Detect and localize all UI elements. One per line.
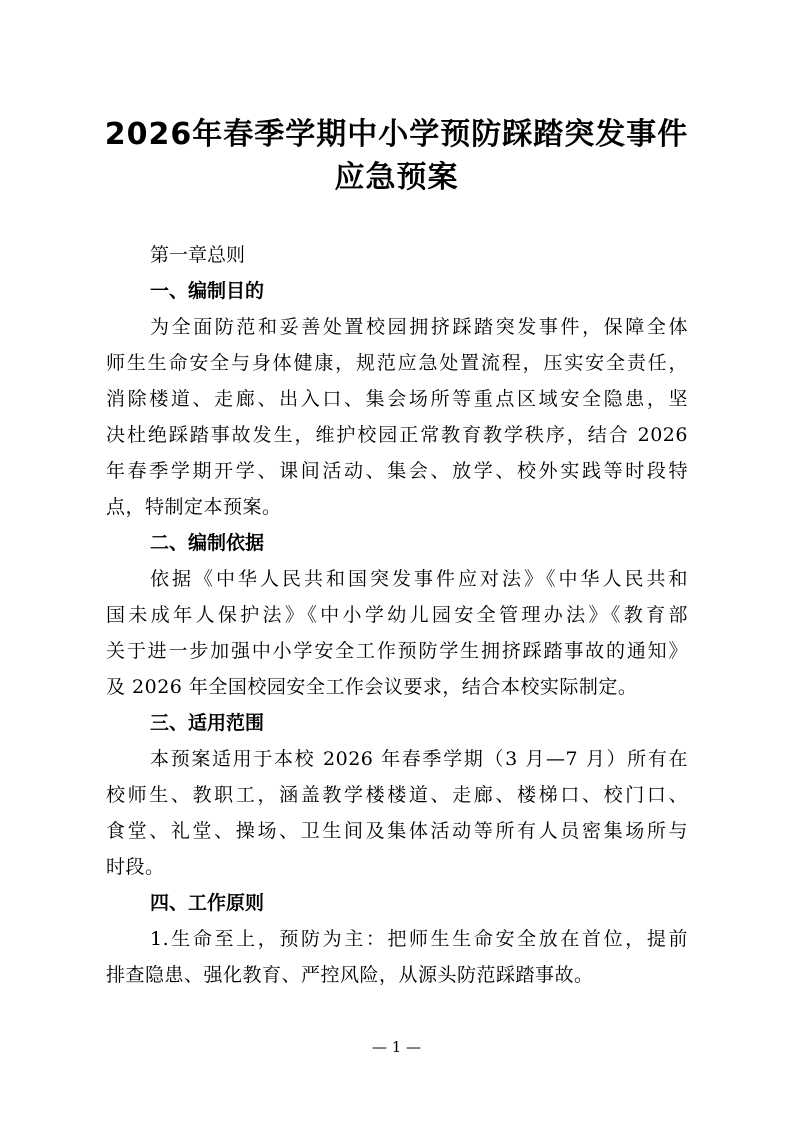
section-heading-principles: 四、工作原则 [150, 892, 265, 914]
chapter-heading: 第一章总则 [150, 244, 246, 266]
paragraph-line: 排查隐患、强化教育、严控风险，从源头防范踩踏事故。 [106, 964, 594, 986]
paragraph-line: 1.生命至上，预防为主：把师生生命安全放在首位，提前 [150, 928, 688, 950]
document-body [106, 237, 688, 993]
paragraph-line: 年春季学期开学、课间活动、集会、放学、校外实践等时段特 [106, 460, 688, 482]
paragraph-line: 国未成年人保护法》《中小学幼儿园安全管理办法》《教育部 [106, 604, 688, 626]
page-number: — 1 — [371, 1038, 422, 1056]
paragraph-line: 师生生命安全与身体健康，规范应急处置流程，压实安全责任， [106, 352, 688, 374]
paragraph-line: 校师生、教职工，涵盖教学楼楼道、走廊、楼梯口、校门口、 [106, 784, 688, 806]
paragraph-line: 食堂、礼堂、操场、卫生间及集体活动等所有人员密集场所与 [106, 820, 688, 842]
paragraph-line: 点，特制定本预案。 [106, 496, 282, 518]
paragraph-line: 及 2026 年全国校园安全工作会议要求，结合本校实际制定。 [106, 676, 638, 698]
section-paragraph-purpose [106, 309, 688, 525]
paragraph-line: 依据《中华人民共和国突发事件应对法》《中华人民共和 [150, 568, 688, 590]
section-paragraph-scope [106, 741, 688, 885]
document-title-line-2: 应急预案 [334, 160, 459, 195]
section-heading-purpose: 一、编制目的 [150, 280, 265, 302]
section-heading-scope: 三、适用范围 [150, 712, 265, 734]
paragraph-line: 为全面防范和妥善处置校园拥挤踩踏突发事件，保障全体 [150, 316, 688, 338]
document-title-line-1: 2026年春季学期中小学预防踩踏突发事件 [104, 117, 689, 152]
paragraph-line: 消除楼道、走廊、出入口、集会场所等重点区域安全隐患，坚 [106, 388, 688, 410]
paragraph-line: 决杜绝踩踏事故发生，维护校园正常教育教学秩序，结合 2026 [106, 424, 688, 446]
paragraph-line: 时段。 [106, 856, 165, 878]
paragraph-line: 本预案适用于本校 2026 年春季学期（3 月—7 月）所有在 [150, 748, 688, 770]
section-paragraph-basis [106, 561, 688, 705]
section-heading-basis: 二、编制依据 [150, 532, 265, 554]
paragraph-line: 关于进一步加强中小学安全工作预防学生拥挤踩踏事故的通知》 [106, 640, 688, 662]
section-paragraph-principles [106, 921, 688, 993]
